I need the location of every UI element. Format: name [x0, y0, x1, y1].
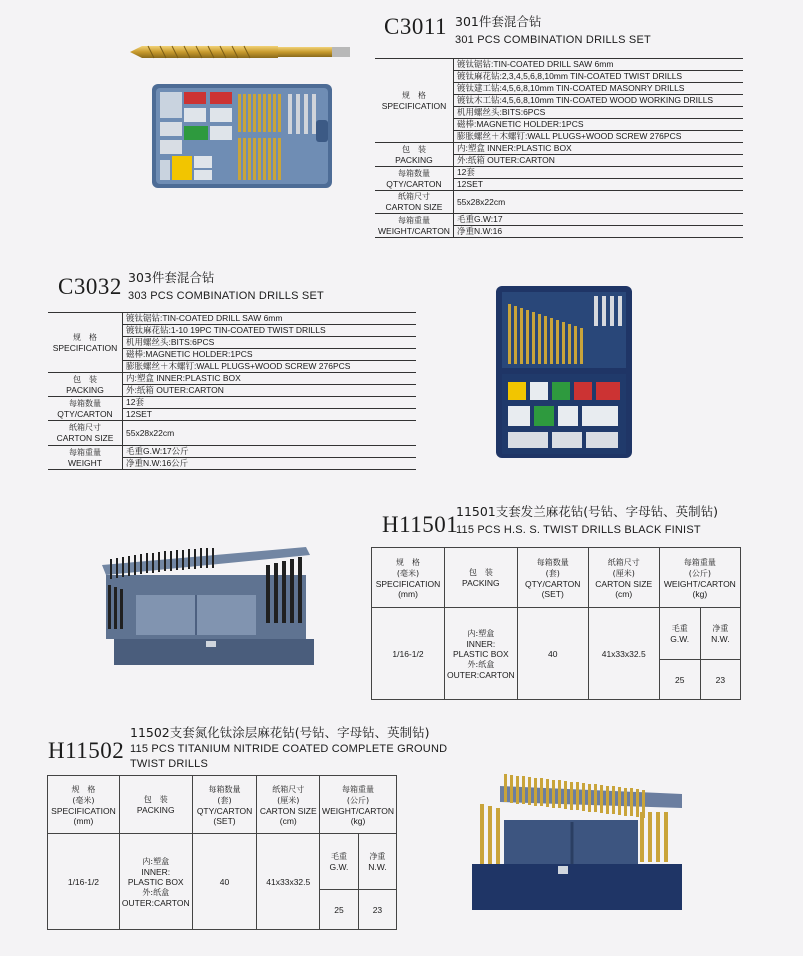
header-spec: 规 格 (毫米) SPECIFICATION (mm) [372, 548, 445, 608]
gw-header: 毛重 G.W. [320, 834, 359, 890]
spec-line: 机用螺丝头:BITS:6PCS [453, 107, 743, 119]
spec-table-h11501 [371, 547, 741, 700]
header-qty: 每箱数量 (套) QTY/CARTON (SET) [192, 776, 257, 834]
gw-value: 25 [659, 660, 700, 700]
title-zh-c3011: 301件套混合钻 [455, 14, 542, 29]
nw-header: 净重 N.W. [700, 608, 740, 660]
title-en-c3032: 303 PCS COMBINATION DRILLS SET [128, 290, 324, 302]
product-code-c3011: C3011 [384, 14, 447, 39]
spec-line: 镀钛麻花钻:2,3,4,5,6,8,10mm TIN-COATED TWIST DRILLS [453, 71, 743, 83]
weight-line: 净重N.W:16 [453, 226, 743, 238]
qty-line: 12套 [453, 167, 743, 179]
spec-line: 镀钛建工钻:4,5,6,8,10mm TIN-COATED MASONRY DRILLS [453, 83, 743, 95]
nw-value: 23 [700, 660, 740, 700]
spec-line: 镀钛木工钻:4,5,6,8,10mm TIN-COATED WOOD WORKING DRILLS [453, 95, 743, 107]
packing-label: 包 装 PACKING [48, 373, 123, 397]
spec-line: 机用螺丝头:BITS:6PCS [123, 337, 417, 349]
qty-line: 12套 [123, 397, 417, 409]
spec-line: 膨胀螺丝＋木螺钉:WALL PLUGS+WOOD SCREW 276PCS [123, 361, 417, 373]
row-qty: 40 [517, 608, 588, 700]
weight-line: 毛重G.W:17公斤 [123, 446, 417, 458]
spec-line: 膨胀螺丝＋木螺钉:WALL PLUGS+WOOD SCREW 276PCS [453, 131, 743, 143]
packing-line: 内:塑盒 INNER:PLASTIC BOX [453, 143, 743, 155]
row-packing: 内:塑盒 INNER: PLASTIC BOX 外:纸盒 OUTER:CARTON [119, 834, 192, 930]
row-carton: 41x33x32.5 [257, 834, 320, 930]
row-spec: 1/16-1/2 [372, 608, 445, 700]
packing-label: 包 装 PACKING [375, 143, 453, 167]
spec-line: 磁棒:MAGNETIC HOLDER:1PCS [453, 119, 743, 131]
title-zh-c3032: 303件套混合钻 [128, 270, 215, 285]
weight-line: 毛重G.W:17 [453, 214, 743, 226]
nw-value: 23 [358, 890, 396, 930]
header-carton: 纸箱尺寸 (厘米) CARTON SIZE (cm) [257, 776, 320, 834]
qty-label: 每箱数量 QTY/CARTON [375, 167, 453, 191]
row-packing: 内:塑盒 INNER: PLASTIC BOX 外:纸盒 OUTER:CARTON [445, 608, 518, 700]
header-packing: 包 装 PACKING [119, 776, 192, 834]
qty-line: 12SET [453, 179, 743, 191]
header-spec: 规 格 (毫米) SPECIFICATION (mm) [48, 776, 120, 834]
weight-label: 每箱重量 WEIGHT/CARTON [375, 214, 453, 238]
spec-table-h11502 [47, 775, 397, 930]
title-en-h11501: 115 PCS H.S. S. TWIST DRILLS BLACK FINIST [456, 524, 701, 536]
header-carton: 纸箱尺寸 (厘米) CARTON SIZE (cm) [588, 548, 659, 608]
title-zh-h11502: 11502支套氮化钛涂层麻花钻(号钻、字母钻、英制钻) [130, 725, 430, 740]
spec-line: 镀钛锯钻:TIN-COATED DRILL SAW 6mm [453, 59, 743, 71]
packing-line: 外:纸箱 OUTER:CARTON [123, 385, 417, 397]
black-drill-index-case-image [96, 545, 324, 669]
title-zh-h11501: 11501支套发兰麻花钻(号钻、字母钻、英制钻) [456, 504, 719, 519]
row-qty: 40 [192, 834, 257, 930]
row-carton: 41x33x32.5 [588, 608, 659, 700]
carton-label: 纸箱尺寸 CARTON SIZE [48, 421, 123, 446]
spec-table-c3011 [375, 58, 743, 238]
spec-line: 镀钛锯钻:TIN-COATED DRILL SAW 6mm [123, 313, 417, 325]
carton-value: 55x28x22cm [453, 191, 743, 214]
title-en-h11502-line2: TWIST DRILLS [130, 758, 208, 770]
weight-label: 每箱重量 WEIGHT [48, 446, 123, 470]
product-code-h11502: H11502 [48, 738, 125, 763]
gw-header: 毛重 G.W. [659, 608, 700, 660]
header-packing: 包 装 PACKING [445, 548, 518, 608]
header-weight: 每箱重量 (公斤) WEIGHT/CARTON (kg) [659, 548, 740, 608]
navy-drill-case-image [494, 282, 634, 462]
qty-line: 12SET [123, 409, 417, 421]
row-spec: 1/16-1/2 [48, 834, 120, 930]
packing-line: 内:塑盒 INNER:PLASTIC BOX [123, 373, 417, 385]
spec-label: 规 格 SPECIFICATION [375, 59, 453, 143]
spec-line: 磁棒:MAGNETIC HOLDER:1PCS [123, 349, 417, 361]
title-en-h11502-line1: 115 PCS TITANIUM NITRIDE COATED COMPLETE GROUND [130, 743, 448, 755]
drill-saw-image [128, 40, 352, 64]
product-code-h11501: H11501 [382, 512, 459, 537]
weight-line: 净重N.W:16公斤 [123, 458, 417, 470]
qty-label: 每箱数量 QTY/CARTON [48, 397, 123, 421]
carton-value: 55x28x22cm [123, 421, 417, 446]
nw-header: 净重 N.W. [358, 834, 396, 890]
combination-drill-case-image [150, 80, 334, 192]
spec-label: 规 格 SPECIFICATION [48, 313, 123, 373]
carton-label: 纸箱尺寸 CARTON SIZE [375, 191, 453, 214]
gw-value: 25 [320, 890, 359, 930]
spec-table-c3032 [48, 312, 416, 470]
spec-line: 镀钛麻花钻:1-10 19PC TIN-COATED TWIST DRILLS [123, 325, 417, 337]
packing-line: 外:纸箱 OUTER:CARTON [453, 155, 743, 167]
gold-drill-index-case-image [468, 768, 686, 914]
title-en-c3011: 301 PCS COMBINATION DRILLS SET [455, 34, 651, 46]
header-weight: 每箱重量 (公斤) WEIGHT/CARTON (kg) [320, 776, 397, 834]
header-qty: 每箱数量 (套) QTY/CARTON (SET) [517, 548, 588, 608]
product-code-c3032: C3032 [58, 274, 122, 299]
